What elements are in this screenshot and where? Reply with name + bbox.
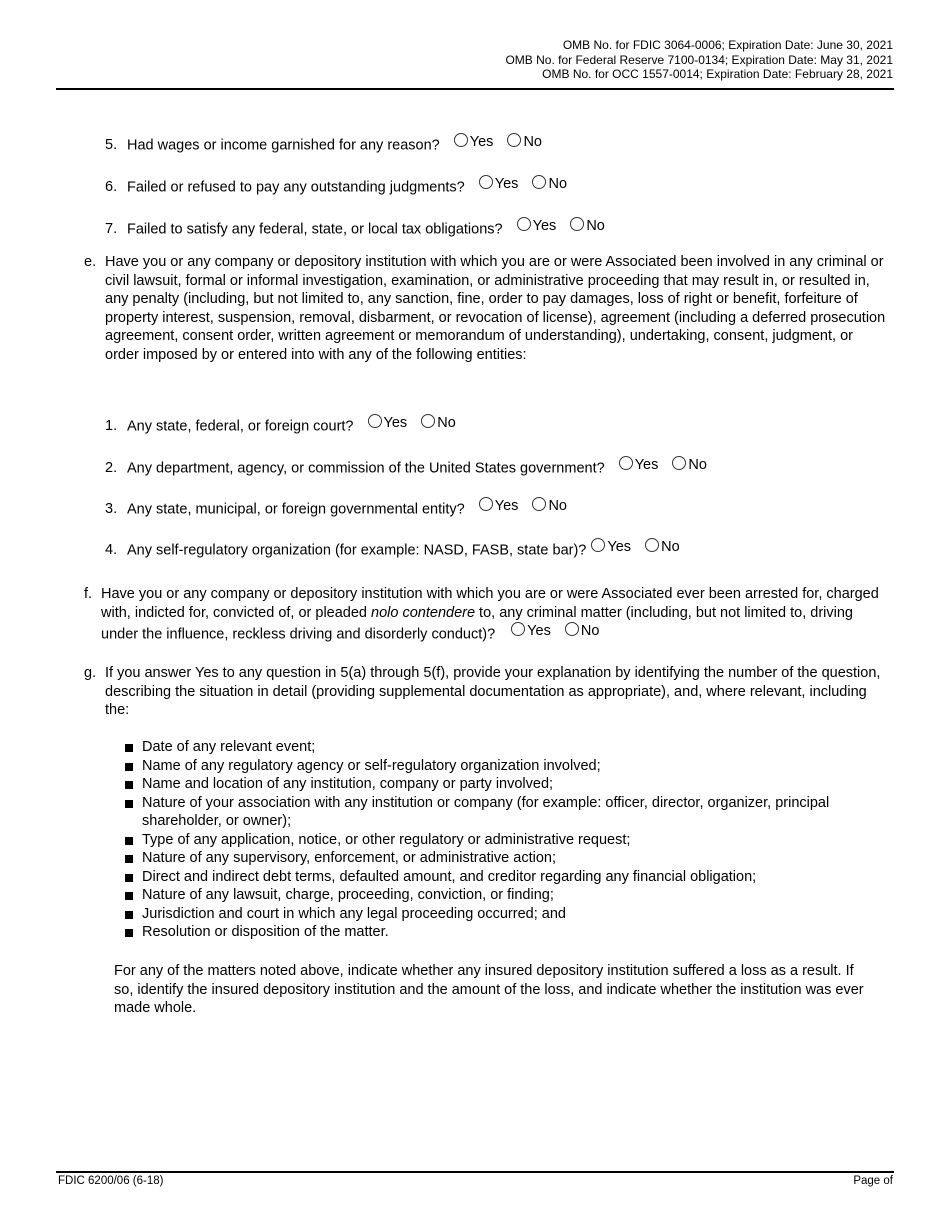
square-bullet-icon [125,781,133,789]
radio-circle-icon[interactable] [507,133,521,147]
section-e-text: Have you or any company or depository institution with which you are or were Associated been involved in any criminal or civil lawsuit, formal or informal investigation, examination, or administrative proceeding that may result in, or resulted in, any penalty (including, but not limited to, any sanction, fine, order to pay damages, loss of right or benefit, forfeiture of property interest, suspension, removal, disbarment, or revocation of license), agreement (including a deferred prosecution agreement, consent order, written agreement or memorandum of understanding), undertaking, consent, judgment, or order imposed by or entered into with any of the following entities: [105,254,886,363]
radio-no-d6[interactable]: No [532,175,567,194]
radio-circle-icon[interactable] [672,456,686,470]
radio-no-e2[interactable]: No [672,456,707,475]
square-bullet-icon [125,855,133,863]
question-d7: 7. Failed to satisfy any federal, state, or local tax obligations? Yes No [105,218,605,238]
radio-circle-icon[interactable] [368,414,382,428]
radio-circle-icon[interactable] [454,133,468,147]
omb-line-occ: OMB No. for OCC 1557-0014; Expiration Date: February 28, 2021 [542,67,893,81]
list-item: Resolution or disposition of the matter. [124,923,894,942]
radio-circle-icon[interactable] [517,217,531,231]
explanation-bullet-list [124,738,894,942]
list-item: Nature of any supervisory, enforcement, or administrative action; [124,849,894,868]
section-e [84,253,889,364]
radio-yes-f[interactable]: Yes [511,622,551,641]
header-rule [56,88,894,90]
question-text: Failed to satisfy any federal, state, or local tax obligations? [127,221,503,238]
section-letter: f. [84,586,93,602]
square-bullet-icon [125,744,133,752]
question-e3: 3. Any state, municipal, or foreign governmental entity? Yes No [105,498,567,518]
radio-circle-icon[interactable] [532,497,546,511]
radio-circle-icon[interactable] [565,622,579,636]
question-text: Any department, agency, or commission of the United States government? [127,460,605,477]
question-d5: 5. Had wages or income garnished for any reason? Yes No [105,134,542,154]
question-text: Had wages or income garnished for any reason? [127,137,440,154]
list-item: Direct and indirect debt terms, defaulted amount, and creditor regarding any financial obligation; [124,868,894,887]
square-bullet-icon [125,929,133,937]
question-e2: 2. Any department, agency, or commission of the United States government? Yes No [105,457,707,477]
question-text: Any self-regulatory organization (for example: NASD, FASB, state bar)? [127,542,587,559]
radio-yes-d7[interactable]: Yes [517,217,557,236]
list-item: Nature of any lawsuit, charge, proceeding, conviction, or finding; [124,886,894,905]
section-g-text: If you answer Yes to any question in 5(a) through 5(f), provide your explanation by identifying the number of the question, describing the situation in detail (providing supplemental documentation as appropriate), and, where relevant, including the: [105,665,881,718]
radio-yes-d6[interactable]: Yes [479,175,519,194]
square-bullet-icon [125,800,133,808]
omb-header [505,38,893,82]
radio-circle-icon[interactable] [532,175,546,189]
list-item: Date of any relevant event; [124,738,894,757]
radio-yes-e2[interactable]: Yes [619,456,659,475]
square-bullet-icon [125,892,133,900]
radio-circle-icon[interactable] [511,622,525,636]
list-item: Type of any application, notice, or other regulatory or administrative request; [124,831,894,850]
form-id: FDIC 6200/06 (6-18) [58,1175,164,1187]
radio-yes-e4[interactable]: Yes [591,538,631,557]
square-bullet-icon [125,874,133,882]
question-e4: 4. Any self-regulatory organization (for example: NASD, FASB, state bar)? Yes No [105,539,680,559]
question-text: Any state, municipal, or foreign governmental entity? [127,501,465,518]
radio-yes-e3[interactable]: Yes [479,497,519,516]
italic-term: nolo contendere [371,604,476,621]
radio-circle-icon[interactable] [421,414,435,428]
list-item: Name and location of any institution, company or party involved; [124,775,894,794]
radio-no-f[interactable]: No [565,622,600,641]
section-letter: g. [84,665,97,681]
radio-circle-icon[interactable] [619,456,633,470]
radio-circle-icon[interactable] [591,538,605,552]
radio-no-e1[interactable]: No [421,414,456,433]
radio-no-d5[interactable]: No [507,133,542,152]
square-bullet-icon [125,911,133,919]
list-item: Jurisdiction and court in which any legal proceeding occurred; and [124,905,894,924]
question-text: Failed or refused to pay any outstanding judgments? [127,179,465,196]
radio-circle-icon[interactable] [479,497,493,511]
question-text: Any state, federal, or foreign court? [127,418,354,435]
radio-yes-e1[interactable]: Yes [368,414,408,433]
radio-circle-icon[interactable] [479,175,493,189]
radio-no-e3[interactable]: No [532,497,567,516]
square-bullet-icon [125,837,133,845]
radio-no-d7[interactable]: No [570,217,605,236]
question-d6: 6. Failed or refused to pay any outstanding judgments? Yes No [105,176,568,196]
radio-circle-icon[interactable] [645,538,659,552]
list-item: Nature of your association with any institution or company (for example: officer, director, organizer, principal shareholder, or owner); [124,794,894,831]
footer-rule [56,1171,894,1173]
radio-circle-icon[interactable] [570,217,584,231]
omb-line-frb: OMB No. for Federal Reserve 7100-0134; Expiration Date: May 31, 2021 [505,52,893,67]
radio-yes-d5[interactable]: Yes [454,133,494,152]
loss-note: For any of the matters noted above, indicate whether any insured depository institution suffered a loss as a result. If so, identify the insured depository institution and the amount of the loss, and indicate whether the institution was ever made whole. [114,963,864,1016]
section-f [84,585,884,644]
square-bullet-icon [125,763,133,771]
radio-no-e4[interactable]: No [645,538,680,557]
question-e1: 1. Any state, federal, or foreign court? Yes No [105,415,456,435]
section-f-text: Have you or any company or depository institution with which you are or were Associated ever been arrested for, charged with, indicted for, convicted of, or pleaded nolo contendere to, any criminal matter (including, but not limited to, driving under the influence, reckless driving and disorderly conduct)? Yes No [101,586,879,643]
page-number: Page of [853,1175,893,1187]
list-item: Name of any regulatory agency or self-regulatory organization involved; [124,757,894,776]
section-letter: e. [84,254,97,270]
omb-line-fdic: OMB No. for FDIC 3064-0006; Expiration Date: June 30, 2021 [562,38,893,52]
section-g [84,664,884,720]
